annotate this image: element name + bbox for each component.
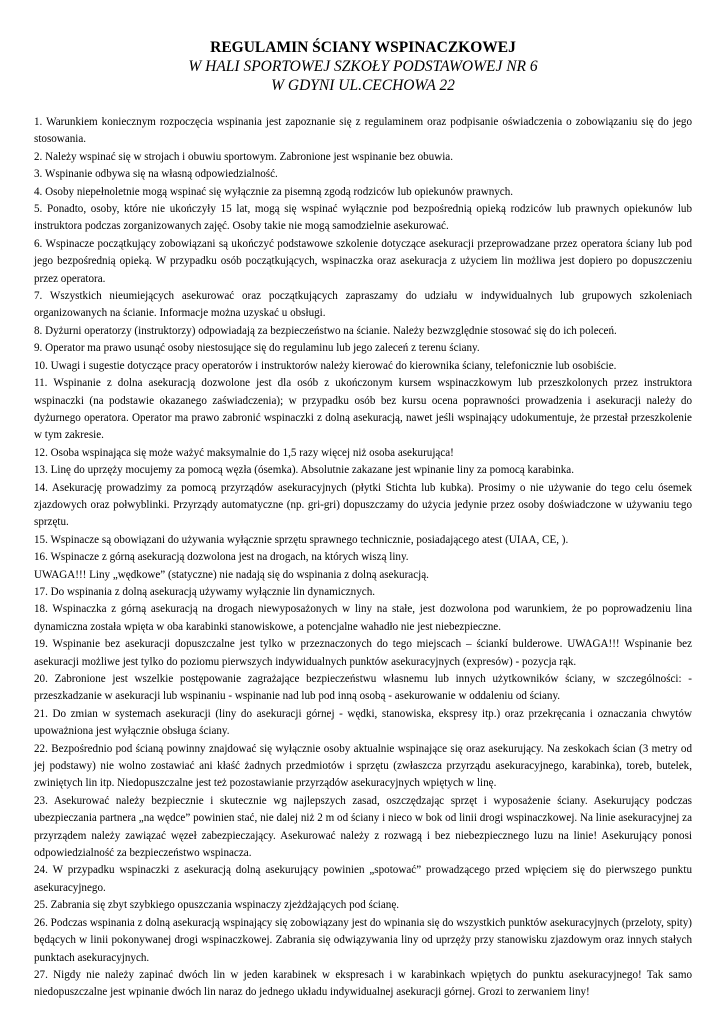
rule-3: 3. Wspinanie odbywa się na własną odpowiedzialność.: [34, 168, 278, 181]
rule-1: 1. Warunkiem koniecznym rozpoczęcia wspinania jest zapoznanie się z regulaminem oraz podpisanie oświadczenia o zobowiązaniu się do jego stosowania.: [34, 116, 692, 146]
rule-5: 5. Ponadto, osoby, które nie ukończyły 15 lat, mogą się wspinać wyłącznie pod bezpośrednią opieką rodziców lub prawnych opiekunów lub instruktora podczas zorganizowanych zajęć. Osoby takie nie mogą samodzielnie asekurować.: [34, 203, 692, 233]
rule-24: 24. W przypadku wspinaczki z asekuracją dolną asekurujący powinien „spotować” prowadzącego przed wpięciem się do pierwszego punktu asekuracyjnego.: [34, 864, 692, 894]
rule-6: 6. Wspinacze początkujący zobowiązani są ukończyć podstawowe szkolenie dotyczące asekuracji przeprowadzane przez operatora ściany lub pod jego bezpośrednią opieką. W przypadku osób początkujących, wspinaczka oraz asekuracja z użyciem lin możliwa jest dopiero po dopuszczeniu przez operatora.: [34, 237, 692, 285]
rule-11: 11. Wspinanie z dolna asekuracją dozwolone jest dla osób z ukończonym kursem wspinaczkowym lub przeszkolonych przez instruktora wspinaczki (na podstawie okazanego zaświadczenia); w przypadku osób bez kursu ocena poprawności prowadzenia i asekuracji należy do dyżurnego operatora. Operator ma prawo zabronić wspinaczki z dolną asekuracją, nawet jeśli wspinający udokumentuje, że przestał przeszkolenie w tym zakresie.: [34, 377, 692, 442]
rule-9: 9. Operator ma prawo usunąć osoby niestosujące się do regulaminu lub jego zaleceń z terenu ściany.: [34, 342, 480, 355]
rule-15: 15. Wspinacze są obowiązani do używania wyłącznie sprzętu sprawnego technicznie, posiadającego atest (UIAA, CE, ).: [34, 533, 569, 546]
rule-22: 22. Bezpośrednio pod ścianą powinny znajdować się wyłącznie osoby aktualnie wspinające się oraz asekurujący. Na zeskokach ścian (3 metry od jej podstawy) nie wolno zostawiać ani kłaść żadnych przedmiotów i sprzętu (zwłaszcza przyrządu asekuracyjnego, karabinka), toreb, butelek, zwiniętych lin itp. Niedopuszczalne jest też pozostawianie przyrządów asekuracyjnych wpiętych w linę.: [34, 742, 692, 790]
rule-2: 2. Należy wspinać się w strojach i obuwiu sportowym. Zabronione jest wspinanie bez obuwia.: [34, 150, 454, 163]
document-title: REGULAMIN ŚCIANY WSPINACZKOWEJ: [210, 39, 516, 56]
rules-list: [34, 114, 692, 1002]
rule-20: 20. Zabronione jest wszelkie postępowanie zagrażające bezpieczeństwu własnemu lub innych użytkowników ściany, w szczególności: - przeszkadzanie w asekuracji lub wspinaniu - wspinanie nad lub pod inną osobą - asekurowanie w oddaleniu od ściany.: [34, 673, 692, 703]
rule-7: 7. Wszystkich nieumiejących asekurować oraz początkujących zapraszamy do udziału w indywidualnych lub grupowych szkoleniach organizowanych na ścianie. Informacje można uzyskać u obsługi.: [34, 290, 692, 320]
rule-12: 12. Osoba wspinająca się może ważyć maksymalnie do 1,5 razy więcej niż osoba asekurująca!: [34, 446, 454, 459]
rule-21: 21. Do zmian w systemach asekuracji (liny do asekuracji górnej - wędki, stanowiska, ekspresy itp.) oraz przekręcania i oznaczania chwytów upoważniona jest wyłącznie obsługa ściany.: [34, 707, 692, 738]
rule-23: 23. Asekurować należy bezpiecznie i skutecznie wg najlepszych zasad, oszczędzając sprzęt i wyposażenie ściany. Asekurujący podczas ubezpieczania partnera „na wędce” powinien stać, nie dalej niż 2 m od ściany i nieco w bok od linii drogi wspinaczkowej. Na linie asekuracyjnej za przyrządem należy zawiązać węzeł zabezpieczający. Asekurować należy z rozwagą i bez niebezpiecznego luzu na linie! Asekurujący ponosi odpowiedzialność za bezpieczeństwo wspinacza.: [34, 794, 692, 860]
document-subtitle-line-1: W HALI SPORTOWEJ SZKOŁY PODSTAWOWEJ NR 6: [188, 58, 538, 75]
rule-25: 25. Zabrania się zbyt szybkiego opuszczania wspinaczy zjeżdżających pod ścianę.: [34, 899, 400, 912]
rule-18: 18. Wspinaczka z górną asekuracją na drogach niewyposażonych w liny na stałe, jest dozwolona pod warunkiem, że po poprowadzeniu lina dynamiczna została wpięta w oba karabinki stanowiskowe, a potencjalne wahadło nie jest niebezpieczne.: [34, 603, 692, 633]
rule-26: 26. Podczas wspinania z dolną asekuracją wspinający się zobowiązany jest do wpinania się do wszystkich punktów asekuracyjnych (przeloty, spity) będących w linii pokonywanej drogi wspinaczkowej. Zabrania się odwiązywania liny od uprzęży przy stanowisku zjazdowym oraz innych stałych punktach asekuracyjnych.: [34, 916, 692, 964]
rule-4: 4. Osoby niepełnoletnie mogą wspinać się wyłącznie za pisemną zgodą rodziców lub opiekunów prawnych.: [34, 185, 514, 198]
rule-27: 27. Nigdy nie należy zapinać dwóch lin w jeden karabinek w ekspresach i w karabinkach wpiętych do punktu asekuracyjnego! Tak samo niedopuszczalne jest wpinanie dwóch lin naraz do jednego układu indywidualnej asekuracji górnej. Grozi to zerwaniem liny!: [34, 968, 692, 999]
rule-8: 8. Dyżurni operatorzy (instruktorzy) odpowiadają za bezpieczeństwo na ścianie. Należy bezwzględnie stosować się do ich poleceń.: [34, 324, 617, 337]
rule-17: 17. Do wspinania z dolną asekuracją używamy wyłącznie lin dynamicznych.: [34, 585, 376, 598]
rule-13: 13. Linę do uprzęży mocujemy za pomocą węzła (ósemka). Absolutnie zakazane jest wpinanie liny za pomocą karabinka.: [34, 464, 574, 477]
rule-16-warning: UWAGA!!! Liny „wędkowe” (statyczne) nie nadają się do wspinania z dolną asekuracją.: [34, 568, 429, 581]
rule-16: 16. Wspinacze z górną asekuracją dozwolona jest na drogach, na których wiszą liny.: [34, 551, 409, 564]
rule-10: 10. Uwagi i sugestie dotyczące pracy operatorów i instruktorów należy kierować do kierownika ściany, telefonicznie lub osobiście.: [34, 359, 617, 372]
rule-14: 14. Asekurację prowadzimy za pomocą przyrządów asekuracyjnych (płytki Stichta lub kubka). Prosimy o nie używanie do tego celu ósemek zjazdowych oraz połwyblinki. Przyrządy automatyczne (np. gri-gri) dopuszczamy do użycia jedynie przez osoby doświadczone w używaniu tego sprzętu.: [34, 481, 692, 529]
document-subtitle-line-2: W GDYNI UL.CECHOWA 22: [271, 77, 455, 94]
rule-19: 19. Wspinanie bez asekuracji dopuszczalne jest tylko w przeznaczonych do tego miejscach – ściankí bulderowe. UWAGA!!! Wspinanie bez asekuracji możliwe jest tylko do poziomu pierwszych indywidualnych punktów asekuracyjnych (expresów) - pozycja rąk.: [34, 638, 692, 668]
